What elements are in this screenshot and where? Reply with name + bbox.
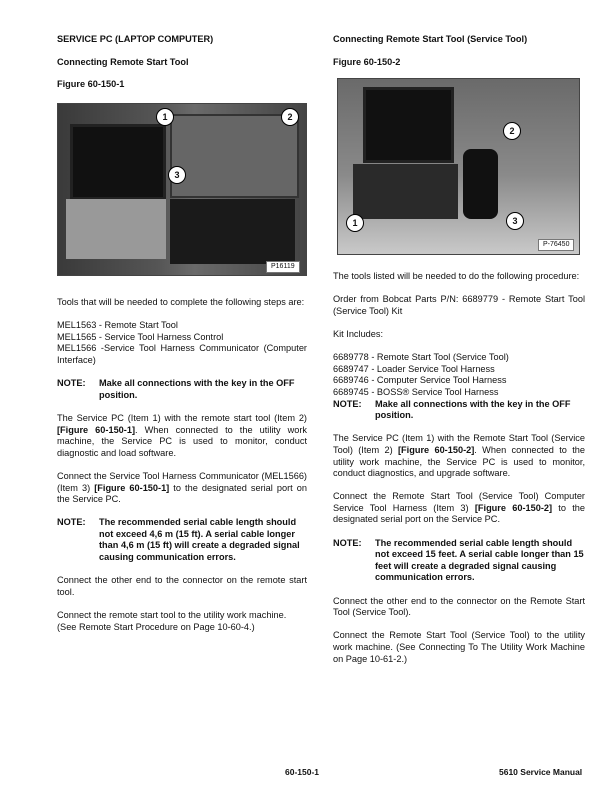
figure-title: Figure 60-150-1 [57, 79, 125, 90]
kit-item: 6689745 - BOSS® Service Tool Harness [333, 386, 499, 397]
paragraph: Connect the Remote Start Tool (Service Tool) Computer Service Tool Harness (Item 3) [Figure 60-150-2] to the designated serial port on the Service PC. [333, 491, 585, 525]
note [333, 399, 585, 422]
manual-title: 5610 Service Manual [499, 767, 583, 777]
laptop-keyboard [353, 164, 458, 219]
kit-label: Kit Includes: [333, 328, 384, 339]
paragraph: Connect the other end to the connector on the remote start tool. [57, 575, 307, 597]
paragraph: The Service PC (Item 1) with the Remote Start Tool (Service Tool) (Item 2) [Figure 60-150-2]. When connected to the utility work machine, the Service PC is used to monitor, conduct diagnostics, and upgrade software. [333, 433, 585, 479]
note-text: Make all connections with the key in the OFF position. [99, 378, 295, 400]
case-body [170, 199, 295, 264]
right-body [333, 271, 585, 677]
callout-1: 1 [346, 214, 364, 232]
kit-item: 6689778 - Remote Start Tool (Service Tool) [333, 352, 509, 363]
section-heading: SERVICE PC (LAPTOP COMPUTER) [57, 34, 214, 44]
callout-3: 3 [168, 166, 186, 184]
paragraph: Connect the other end to the connector on the Remote Start Tool (Service Tool). [333, 595, 585, 618]
note-label: NOTE: [333, 537, 362, 548]
figure-tag: P-76450 [538, 239, 574, 251]
figure-60-150-2-photo [337, 78, 580, 255]
figure-tag: P16119 [266, 261, 300, 273]
paragraph: Connect the Remote Start Tool (Service Tool) to the utility work machine. (See Connecting To The Utility Work Machine on Page 10-61-2.) [333, 630, 585, 664]
note-label: NOTE: [333, 398, 362, 409]
left-column [57, 34, 307, 102]
note-text: The recommended serial cable length should not exceed 4,6 m (15 ft). A serial cable longer than 4,6 m (15 ft) will create a degraded signal causing communication errors. [99, 517, 300, 563]
laptop-screen [363, 87, 454, 163]
note-label: NOTE: [57, 378, 86, 389]
intro-text: Tools that will be needed to complete the following steps are: [57, 297, 305, 307]
paragraph: Connect the remote start tool to the utility work machine. (See Remote Start Procedure on Page 10-60-4.) [57, 610, 287, 632]
remote-start-tool [463, 149, 498, 219]
callout-3: 3 [506, 212, 524, 230]
section-heading: Connecting Remote Start Tool (Service Tool) [333, 34, 528, 44]
note-label: NOTE: [57, 517, 86, 528]
callout-1: 1 [156, 108, 174, 126]
note [57, 517, 307, 563]
callout-2: 2 [281, 108, 299, 126]
figure-reference: [Figure 60-150-2] [398, 444, 475, 455]
subheading: Connecting Remote Start Tool [57, 56, 189, 67]
figure-reference: [Figure 60-150-1] [57, 424, 136, 435]
left-body [57, 297, 307, 645]
figure-reference: [Figure 60-150-1] [94, 482, 170, 493]
laptop-screen [70, 124, 166, 200]
figure-60-150-1-photo [57, 103, 307, 276]
order-text: Order from Bobcat Parts P/N: 6689779 - Remote Start Tool (Service Tool) Kit [333, 294, 585, 316]
note-text: Make all connections with the key in the OFF position. [375, 398, 571, 421]
callout-2: 2 [503, 122, 521, 140]
paragraph: Connect the Service Tool Harness Communicator (MEL1566) (Item 3) [Figure 60-150-1] to the designated serial port on the Service PC. [57, 470, 307, 505]
figure-reference: [Figure 60-150-2] [474, 502, 553, 513]
laptop-keyboard [66, 199, 166, 259]
page-number: 60-150-1 [285, 767, 320, 777]
kit-item: 6689746 - Computer Service Tool Harness [333, 375, 507, 386]
note [57, 378, 307, 401]
paragraph: The Service PC (Item 1) with the remote start tool (Item 2) [Figure 60-150-1]. When connected to the utility work machine, the Service PC is used to monitor, conduct diagnostic and load software. [57, 412, 307, 458]
case-lid [170, 114, 299, 198]
tool-item: MEL1563 - Remote Start Tool [57, 320, 178, 331]
tool-item: MEL1566 -Service Tool Harness Communicator (Computer Interface) [57, 343, 307, 365]
note-text: The recommended serial cable length should not exceed 15 feet. A serial cable longer than 15 feet will create a degraded signal causing communication errors. [375, 537, 584, 583]
kit-item: 6689747 - Loader Service Tool Harness [333, 363, 495, 374]
tool-item: MEL1565 - Service Tool Harness Control [57, 331, 224, 342]
note [333, 538, 585, 584]
figure-title: Figure 60-150-2 [333, 56, 401, 67]
right-column [333, 34, 585, 79]
intro-text: The tools listed will be needed to do the following procedure: [333, 271, 580, 281]
